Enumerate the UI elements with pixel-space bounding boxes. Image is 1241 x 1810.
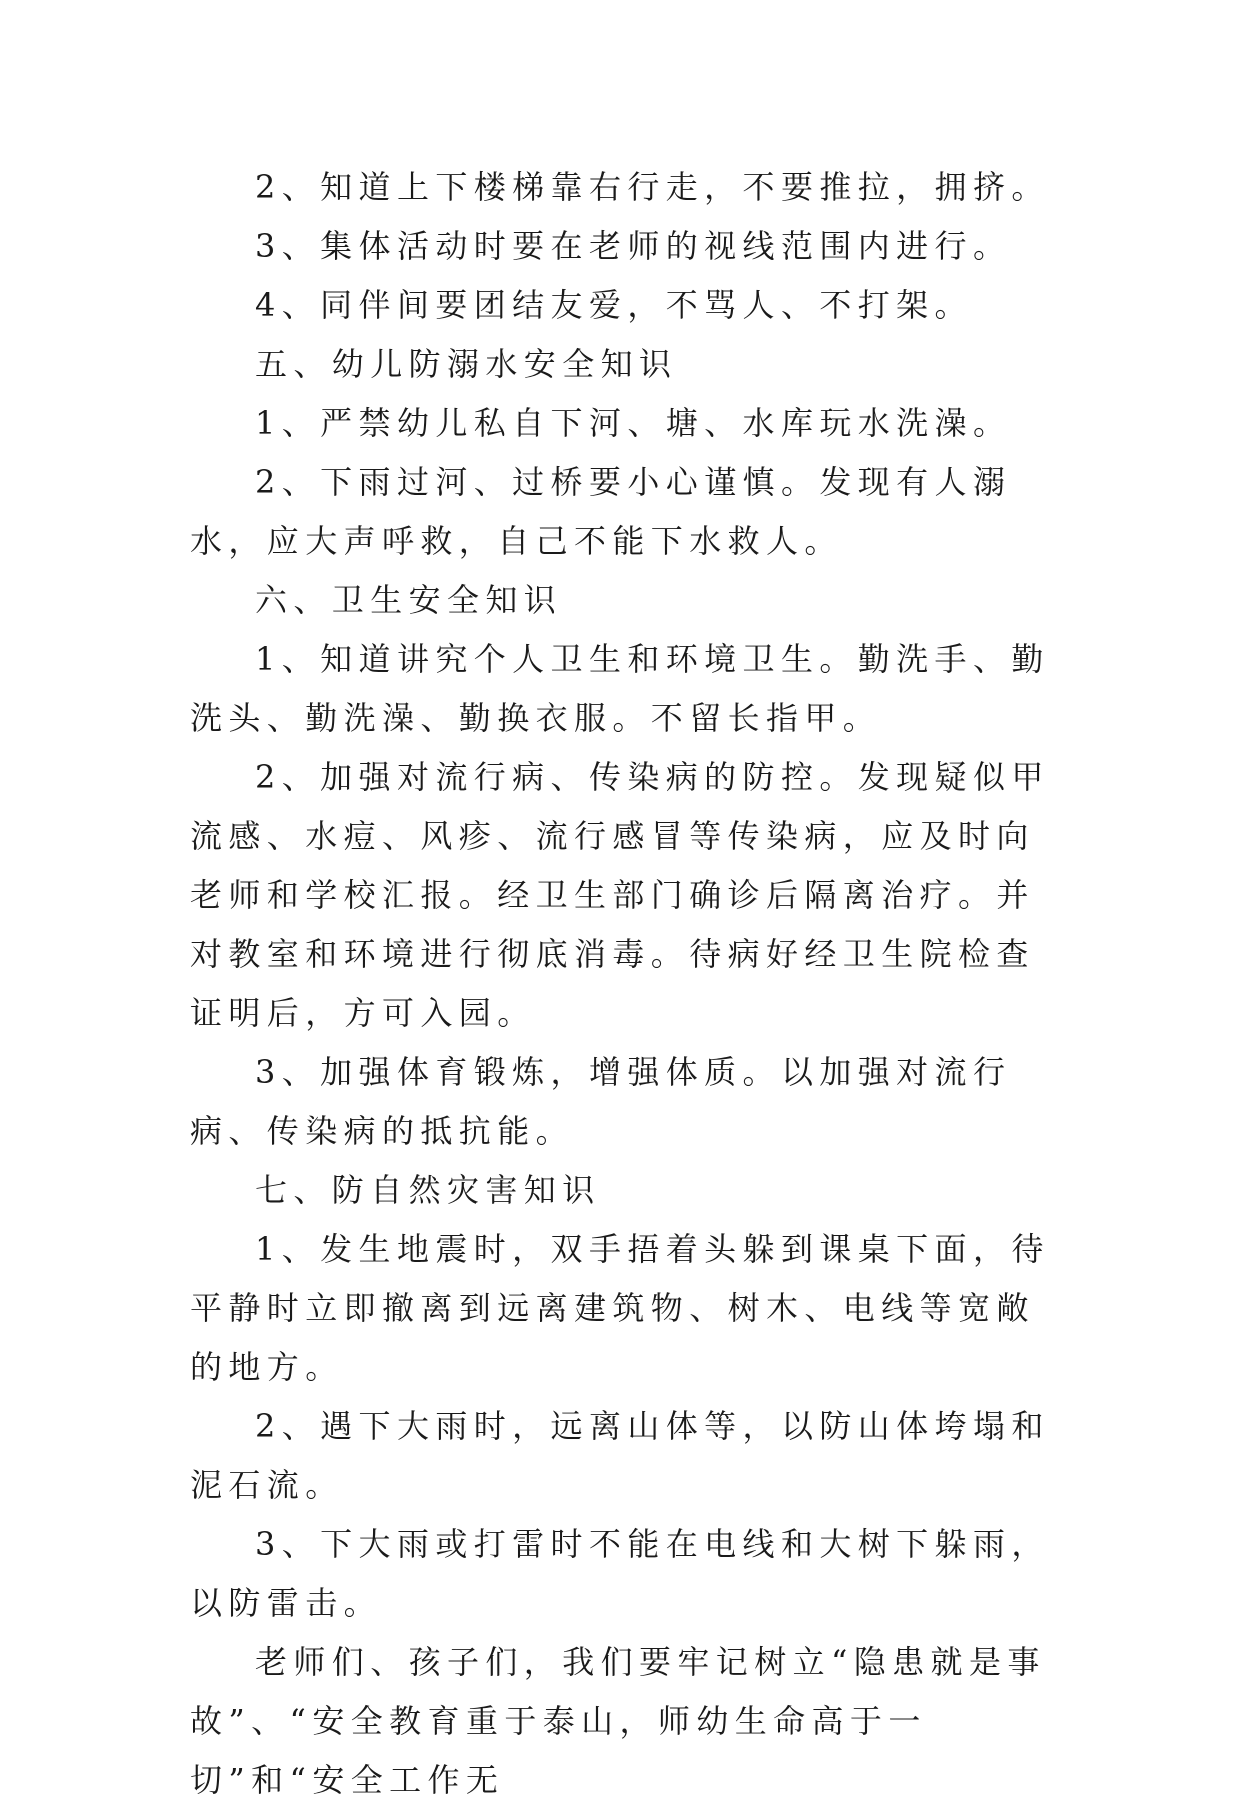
paragraph-physical-exercise: 3、加强体育锻炼，增强体质。以加强对流行病、传染病的抵抗能。 — [190, 1053, 1012, 1150]
document-body — [190, 158, 1060, 1810]
paragraph-thunderstorm: 3、下大雨或打雷时不能在电线和大树下躲雨，以防雷击。 — [190, 1525, 1050, 1622]
paragraph-group-activity-rule: 3、集体活动时要在老师的视线范围内进行。 — [255, 227, 1012, 265]
paragraph-stairs-rule: 2、知道上下楼梯靠右行走，不要推拉，拥挤。 — [255, 168, 1050, 206]
paragraph-peer-unity-rule: 4、同伴间要团结友爱，不骂人、不打架。 — [255, 286, 973, 324]
section-heading-natural-disaster: 七、防自然灾害知识 — [255, 1171, 601, 1209]
paragraph-no-swimming-rule: 1、严禁幼儿私自下河、塘、水库玩水洗澡。 — [255, 404, 1012, 442]
paragraph-earthquake: 1、发生地震时，双手捂着头躲到课桌下面，待平静时立即撤离到远离建筑物、树木、电线等宽敞的地方。 — [190, 1230, 1050, 1386]
paragraph-heavy-rain: 2、遇下大雨时，远离山体等，以防山体垮塌和泥石流。 — [190, 1407, 1050, 1504]
paragraph-closing-remarks: 老师们、孩子们，我们要牢记树立“隐患就是事故”、“安全教育重于泰山，师幼生命高于一切”和“安全工作无 — [190, 1643, 1046, 1799]
paragraph-disease-prevention: 2、加强对流行病、传染病的防控。发现疑似甲流感、水痘、风疹、流行感冒等传染病，应及时向老师和学校汇报。经卫生部门确诊后隔离治疗。并对教室和环境进行彻底消毒。待病好经卫生院检查证明后，方可入园。 — [190, 758, 1050, 1032]
paragraph-personal-hygiene: 1、知道讲究个人卫生和环境卫生。勤洗手、勤洗头、勤洗澡、勤换衣服。不留长指甲。 — [190, 640, 1050, 737]
section-heading-drowning: 五、幼儿防溺水安全知识 — [255, 345, 678, 383]
paragraph-rain-crossing-rule: 2、下雨过河、过桥要小心谨慎。发现有人溺水，应大声呼救，自己不能下水救人。 — [190, 463, 1012, 560]
section-heading-hygiene: 六、卫生安全知识 — [255, 581, 563, 619]
